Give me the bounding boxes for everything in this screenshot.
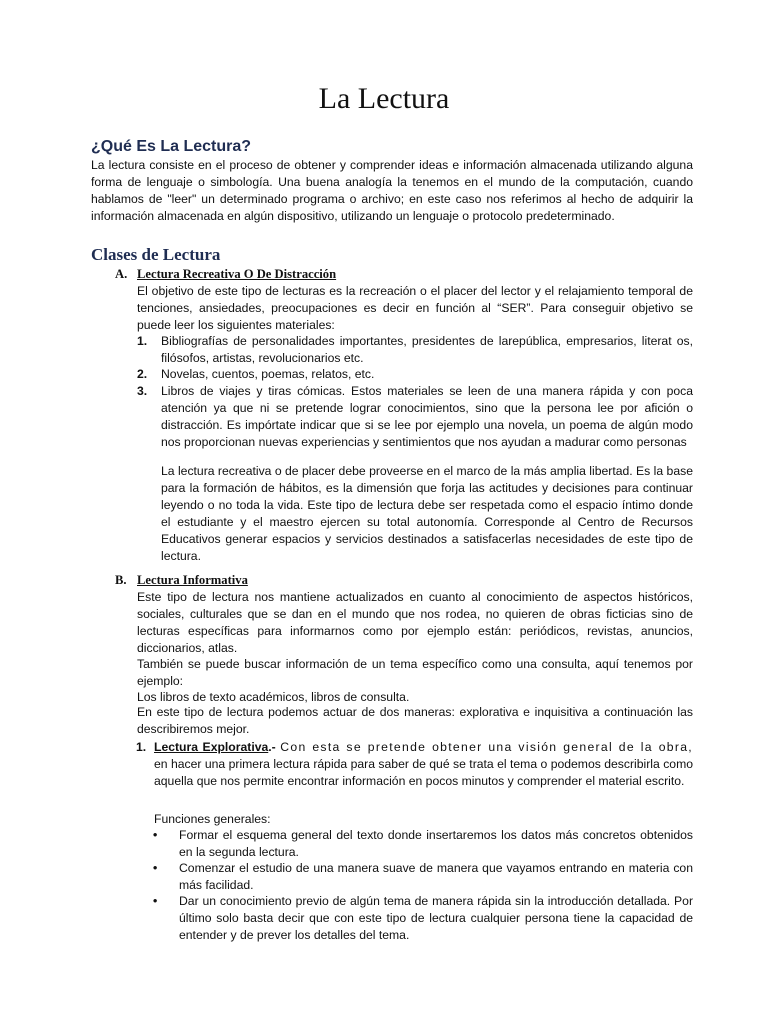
page-title: La Lectura	[318, 82, 450, 115]
bullet-item	[153, 827, 693, 861]
list-text: Libros de viajes y tiras cómicas. Estos materiales se leen de una manera rápida y con poca atención ya que ni se pretende lograr conocimientos, sino que la persona lee por afición o distracción. Es impórtate indicar que si se lee por ejemplo una novela, un poema de algún modo nos proporcionan nuevas experiencias y sentimientos que nos ayudan a madurar como personas	[161, 384, 693, 449]
list-number: 3.	[137, 384, 148, 398]
list-item	[137, 383, 693, 451]
list-item-explorativa	[136, 739, 693, 790]
recreativa-intro: El objetivo de este tipo de lecturas es la recreación o el placer del lector y el relajamiento temporal de tenciones, ansiedades, preocupaciones es decir en función al “SER”. Para conseguir objetivo se puede leer los siguientes materiales:	[137, 284, 693, 332]
list-item	[137, 366, 693, 383]
subheading-title: Lectura Informativa	[137, 573, 248, 587]
bullet-item	[153, 893, 693, 944]
explorativa-text: en hacer una primera lectura rápida para saber de qué se trata el tema o podemos describirla como aquella que nos permite encontrar información en pocos minutos y comprender el material escrito.	[154, 757, 693, 788]
informativa-p1: Este tipo de lectura nos mantiene actualizados en cuanto al conocimiento de aspectos históricos, sociales, culturales que se dan en el mundo que nos rodea, no quieren de obras ficticias sino de lecturas específicas para informarnos como por ejemplo están: periódicos, revistas, anuncios, diccionarios, atlas.	[137, 590, 693, 655]
subheading-recreativa	[115, 267, 336, 282]
list-number: 1.	[136, 740, 147, 754]
subheading-letter: B.	[115, 573, 127, 587]
subheading-informativa	[115, 573, 248, 588]
list-text: Bibliografías de personalidades importantes, presidentes de larepública, empresarios, literat os, filósofos, artistas, revolucionarios etc.	[161, 334, 693, 365]
section-heading-clases: Clases de Lectura	[91, 245, 221, 264]
explorativa-label: Lectura Explorativa	[154, 740, 269, 754]
list-number: 2.	[137, 367, 148, 381]
bullet-text: Formar el esquema general del texto donde insertaremos los datos más concretos obtenidos en la segunda lectura.	[179, 828, 693, 859]
recreativa-closing: La lectura recreativa o de placer debe proveerse en el marco de la más amplia libertad. Es la base para la formación de hábitos, es la dimensión que forja las actitudes y decisiones para continuar leyendo o no toda la vida. Este tipo de lectura debe ser respetada como el espacio íntimo donde el estudiante y el maestro ejercen su total autonomía. Corresponde al Centro de Recursos Educativos generar espacios y servicios destinados a satisfacerlas necesidades de este tipo de lectura.	[161, 464, 693, 563]
informativa-p3: Los libros de texto académicos, libros de consulta.	[137, 690, 410, 704]
bullet-icon: •	[153, 828, 158, 842]
bullet-item	[153, 860, 693, 894]
bullet-icon: •	[153, 861, 158, 875]
list-number: 1.	[137, 334, 148, 348]
subheading-letter: A.	[115, 267, 128, 281]
functions-heading: Funciones generales:	[154, 812, 271, 826]
section-heading-que-es: ¿Qué Es La Lectura?	[91, 138, 252, 155]
bullet-icon: •	[153, 894, 158, 908]
subheading-title: Lectura Recreativa O De Distracción	[137, 267, 337, 281]
informativa-p4: En este tipo de lectura podemos actuar de dos maneras: explorativa e inquisitiva a continuación las describiremos mejor.	[137, 705, 693, 736]
explorativa-dash: .-	[268, 740, 276, 754]
list-text: Novelas, cuentos, poemas, relatos, etc.	[161, 367, 375, 381]
explorativa-spaced-text: Con esta se pretende obtener una visión general de la obra,	[280, 740, 693, 754]
section-body-que-es: La lectura consiste en el proceso de obtener y comprender ideas e información almacenada utilizando alguna forma de lenguaje o simbología. Una buena analogía la tenemos en el mundo de la computación, cuando hablamos de "leer" un determinado programa o archivo; en este caso nos referimos al hecho de adquirir la información almacenada en algún dispositivo, utilizando un lenguaje o protocolo predeterminado.	[91, 158, 693, 223]
list-item	[137, 333, 693, 367]
bullet-text: Comenzar el estudio de una manera suave de manera que vayamos entrando en materia con más facilidad.	[179, 861, 693, 892]
informativa-p2: También se puede buscar información de un tema específico como una consulta, aquí tenemos por ejemplo:	[137, 657, 693, 688]
bullet-text: Dar un conocimiento previo de algún tema de manera rápida sin la introducción detallada. Por último solo basta decir que con este tipo de lectura cualquier persona tiene la capacidad de entender y de prever los detalles del tema.	[179, 894, 693, 942]
